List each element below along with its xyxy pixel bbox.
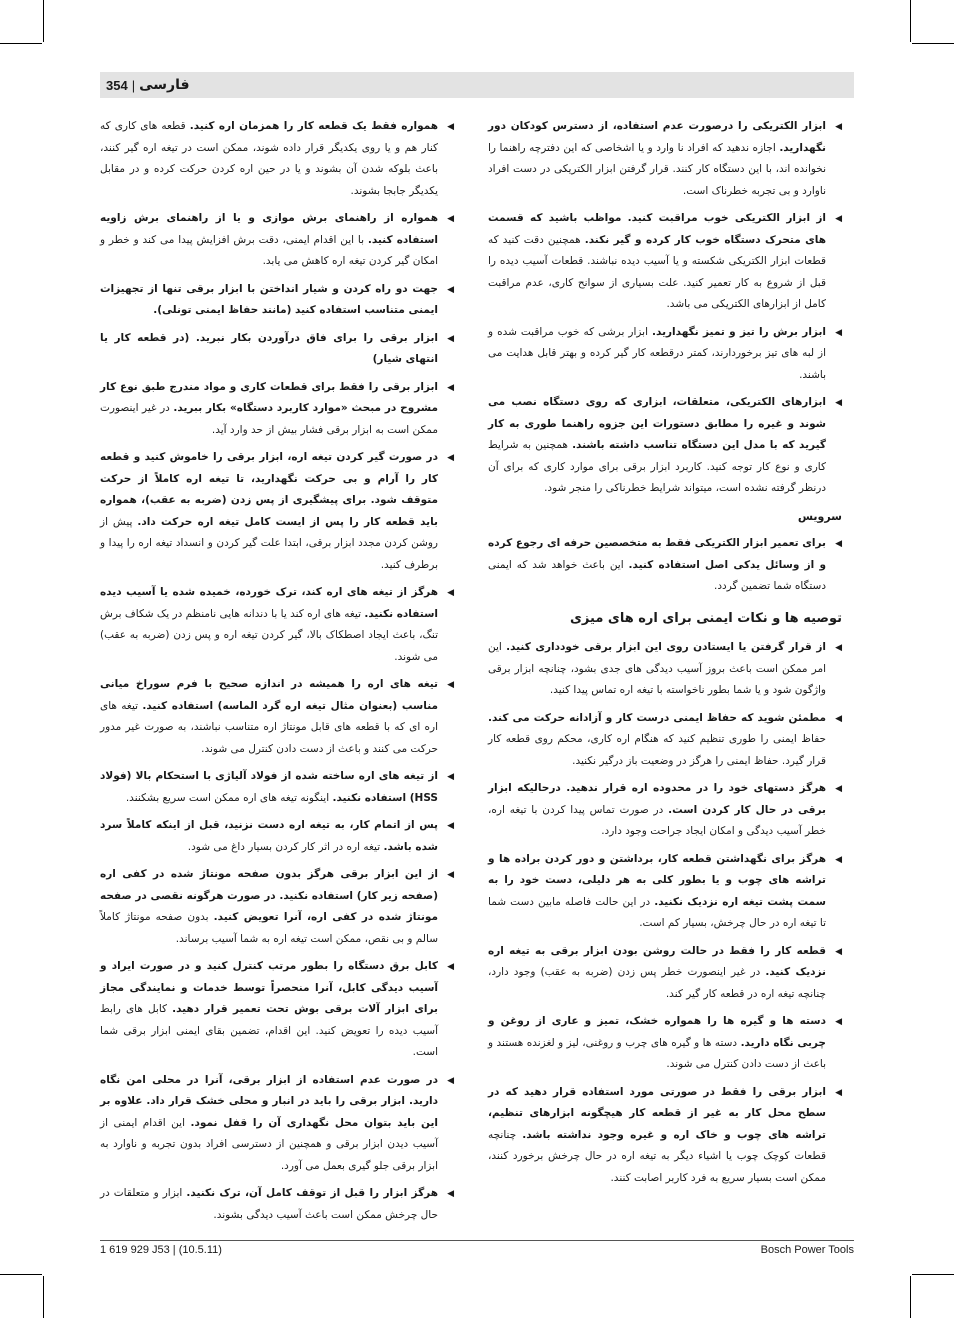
safety-item-bold: مطمئن شوید که حفاظ ایمنی درست کار و آزادانه حرکت می کند. [488, 711, 826, 724]
language-label: فارسی [139, 77, 190, 93]
safety-item-text: اینگونه تیغه های اره ممکن است سریع بشکنند. [125, 791, 333, 804]
crop-mark-top-right [910, 0, 911, 42]
page-header [100, 72, 854, 98]
safety-item [100, 116, 454, 202]
bullet-triangle-icon: ◀ [447, 1189, 454, 1199]
safety-item-bold: همواره فقط یک قطعه کار را همزمان اره کنید. [189, 120, 439, 132]
safety-item [488, 637, 842, 702]
safety-item-text: چنانچه قطعات کوچک چوب یا اشیاء دیگر به تیغه اره در حال چرخش برخورد کنند، ممکن است بسیار سریع به فرد کاربر اصابت کنند. [488, 1128, 826, 1184]
bullet-triangle-icon: ◀ [447, 122, 454, 132]
safety-item-bold: از ابزار الکتریکی خوب مراقبت کنید. مواظب باشید که قسمت های متحرک دستگاه خوب کار کرده و گیر نکند. [488, 212, 826, 246]
safety-item [488, 533, 842, 598]
safety-item-bold: دسته ها و گیره ها را همواره خشک، تمیز و عاری از روغن و چربی نگاه دارید. [488, 1015, 826, 1049]
bullet-triangle-icon: ◀ [835, 713, 842, 724]
safety-item-text: با این اقدام ایمنی، دقت برش افزایش پیدا می کند و خطر و امکان گیر کردن تیغه اره کاهش می یابد. [100, 233, 438, 267]
safety-item [100, 1183, 454, 1226]
safety-item-text: تیغه های اره کند یا با دندانه هایی نامنظم در یک شکاف برش تنگ، باعث ایجاد اصطکاک بالا، گیر کردن تیغه اره و پس زدن (ضربه به عقب) می شوند. [100, 607, 438, 663]
safety-item-bold: تیغه های اره را همیشه در اندازه صحیح با فرم سوراخ میانی مناسب (بعنوان مثال تیغه اره گرد الماسه) استفاده کنید. [100, 678, 438, 712]
safety-item [488, 778, 842, 843]
safety-item-text: در صورت تماس پیدا کردن با تیغه اره، خطر آسیب دیدگی و امکان ایجاد جراحت وجود دارد. [488, 803, 826, 837]
safety-item-bold: جهت دو راه کردن و شیار انداختن با ابزار برقی تنها از تجهیزات ایمنی متناسب استفاده کنید (مانند حفاظ ایمنی تونلی). [100, 282, 438, 316]
safety-item-text: تیغه اره در اثر کار کردن بسیار داغ می شود. [187, 840, 384, 853]
brand-name: Bosch Power Tools [760, 1244, 854, 1256]
page-number: 354 [106, 77, 128, 93]
safety-item [100, 208, 454, 273]
safety-item-text: دسته ها و گیره های چرب و روغنی، لیز و لغزنده هستند و باعث از دست دادن کنترل می شوند. [488, 1036, 826, 1070]
safety-item [488, 849, 842, 935]
bullet-triangle-icon: ◀ [447, 680, 454, 690]
safety-item [488, 1011, 842, 1076]
crop-mark-top-left [43, 0, 44, 42]
bullet-triangle-icon: ◀ [835, 539, 842, 549]
safety-item-bold: قطعه کار را فقط در حالت روشن بودن ابزار برقی به تیغه اره نزدیک کنید. [488, 944, 826, 978]
section-title-table-saw: توصیه ها و نکات ایمنی برای اره های میزی [570, 610, 842, 626]
safety-item-text: ابزار و متعلقات در حال چرخش ممکن است باعث آسیب دیدگی بشوند. [100, 1187, 438, 1221]
safety-item-bold: برای تعمیر ابزار الکتریکی فقط به متخصصین حرفه ای رجوع کرده و از وسائل یدکی اصل استفاده کنید. [488, 537, 826, 571]
safety-item-text: کابل های رابط آسیب دیده را تعویض کنید. این اقدام، تضمین بقای ایمنی ابزار برقی شما است. [100, 1003, 438, 1058]
page-footer [100, 1240, 854, 1256]
safety-item-text: تیغه های اره ای که با قطعه های قابل مونتاژ اره متناسب نباشند، به صورت غیر مدور حرکت می کنند و باعث از دست دادن کنترل می شوند. [100, 699, 438, 755]
safety-item-bold: از قرار گرفتن یا ایستادن روی این ابزار برقی خودداری کنید. [506, 641, 827, 653]
bullet-triangle-icon: ◀ [447, 870, 454, 880]
bullet-triangle-icon: ◀ [835, 643, 842, 653]
bullet-triangle-icon: ◀ [447, 214, 454, 224]
crop-mark-bottom-left-h [0, 1274, 42, 1275]
right-items-general [488, 116, 842, 500]
safety-item-bold: ابزار الکتریکی را درصورت عدم استفاده، از دسترس کودکان دور نگهدارید. [488, 120, 826, 154]
page-indicator [100, 77, 190, 93]
safety-item-text: حفاظ ایمنی را طوری تنظیم کنید که هنگام اره کاری، محکم روی قطعه کار قرار گیرد. حفاظ ایمنی را هرگز در وضعیت باز درگیر نکنید. [488, 733, 826, 767]
bullet-triangle-icon: ◀ [447, 962, 454, 972]
safety-item-bold: همواره از راهنمای برش موازی و یا از راهنمای برش زاویه استفاده کنید. [100, 212, 438, 246]
safety-item-bold: ابزار برقی را برای فاق درآوردن بکار نبرید. (در قطعه کار یا انتهای شیار) [100, 331, 438, 365]
safety-item [488, 1082, 842, 1190]
bullet-triangle-icon: ◀ [835, 854, 842, 865]
safety-item-bold: هرگز ابزار را قبل از توقف کامل آن، ترک نکنید. [186, 1187, 438, 1199]
section-title-service: سرویس [797, 509, 842, 523]
safety-item-bold: از این ابزار برقی هرگز بدون صفحه مونتاژ شده در کفی اره (صفحه زیر کار) استفاده نکنید. در صورت هرگونه نقصی در صفحه مونتاژ شده در کفی اره، آنرا تعویض کنید. [100, 868, 439, 923]
crop-mark-bottom-right [910, 1276, 911, 1318]
bullet-triangle-icon: ◀ [835, 327, 842, 338]
safety-item [488, 322, 842, 387]
bullet-triangle-icon: ◀ [447, 772, 454, 782]
safety-item [100, 766, 454, 809]
safety-item-text: همچنین به شرایط کاری و نوع کار توجه کنید. کاربرد ابزار برقی برای موارد کاری که برای آن درنظر گرفته نشده است، میتواند شرایط خطرناکی را منجر شود. [488, 439, 826, 494]
bullet-triangle-icon: ◀ [447, 382, 454, 393]
header-separator: | [131, 77, 136, 93]
bullet-triangle-icon: ◀ [835, 1087, 842, 1098]
bullet-triangle-icon: ◀ [835, 946, 842, 957]
safety-item-bold: در صورت گیر کردن تیغه اره، ابزار برقی را خاموش کنید و قطعه کار را آرام و بی حرکت نگهدارید، تا تیغه اره کاملاً از حرکت متوقف شود. برای پیشگیری از پس زدن (ضربه به عقب)، همواره باید قطعه کار را پس از ایست کامل تیغه اره حرکت داد. [100, 451, 439, 528]
bullet-triangle-icon: ◀ [447, 588, 454, 598]
bullet-triangle-icon: ◀ [447, 453, 454, 463]
safety-item-text: بدون صفحه مونتاژ کاملاً سالم و بی نقص، ممکن است تیغه اره به شما آسیب برساند. [100, 911, 438, 945]
safety-item-bold: هرگز دستهای خود را در محدوده اره قرار ندهید. درحالیکه ابزار برقی در حال کار کردن است. [488, 782, 826, 816]
safety-item-text: این اقدام ایمنی از آسیب دیدن ابزار برقی و همچنین از دسترسی افراد بدون تجربه و ناوارد به ابزار برقی جلو گیری بعمل می آورد. [100, 1116, 438, 1172]
bullet-triangle-icon: ◀ [835, 122, 842, 132]
safety-item [488, 116, 842, 202]
safety-item-bold: هرگز از تیغه های اره کند، ترک خورده، خمیده شده یا آسیب دیده استفاده نکنید. [100, 586, 438, 620]
safety-item-bold: ابزار برش را تیز و تمیز نگهدارید. [652, 325, 826, 338]
safety-item-bold: کابل برق دستگاه را بطور مرتب کنترل کنید و در صورت ایراد و آسیب دیدگی کابل، آنرا منحصراً توسط خدمات و نمایندگی مجاز برای ابزار آلات برقی بوش تحت تعمیر قرار دهید. [100, 960, 439, 1015]
safety-item [100, 864, 454, 950]
document-code: 1 619 929 J53 | (10.5.11) [100, 1244, 222, 1256]
safety-item [100, 582, 454, 668]
left-items [100, 116, 454, 1226]
bullet-triangle-icon: ◀ [447, 821, 454, 831]
safety-item-text: در غیر اینصورت ممکن است به ابزار برقی فشار بیش از حد وارد آید. [100, 402, 438, 436]
bullet-triangle-icon: ◀ [835, 784, 842, 794]
safety-item-text: اجازه ندهید که افراد نا وارد و یا اشخاصی که این دفترچه راهنما را نخوانده اند، با این دستگاه کار کنند. قرار گرفتن ابزار الکتریکی در دست افراد ناوارد و بی تجربه خطرناک است. [488, 141, 826, 197]
safety-item-bold: ابزار برقی را فقط در صورتی مورد استفاده قرار دهید که در سطح محل کار به غیر از قطعه کار هیچگونه ابزارهای تنظیم، تراشه های چوب و خاک اره و غیره وجود نداشته باشد. [488, 1085, 826, 1141]
bullet-triangle-icon: ◀ [447, 1075, 454, 1086]
right-items-service [488, 533, 842, 598]
safety-item [100, 674, 454, 760]
safety-item-bold: پس از اتمام کار، به تیغه اره دست نزنید، قبل از اینکه کاملاً سرد شده باشد. [100, 819, 438, 853]
safety-item-bold: از تیغه های اره ساخته شده از فولاد آلیاژی با استحکام بالا (فولاد HSS) استفاده نکنید. [100, 770, 438, 804]
safety-item [488, 392, 842, 500]
safety-item [488, 941, 842, 1006]
safety-item-text: این امر ممکن است باعث بروز آسیب دیدگی های جدی بشود، چنانچه ابزار برقی واژگون شود و یا شما بطور ناخواسته با تیغه اره تماس پیدا کنید. [488, 641, 826, 696]
safety-item [100, 1070, 454, 1178]
safety-item-bold: ابزارهای الکتریکی، متعلقات، ابزاری که روی دستگاه نصب می شوند و غیره را مطابق دستورات این جزوه راهنما طوری به کار گیرید که با مدل این دستگاه تناسب داشته باشند. [488, 396, 826, 451]
safety-item-text: در غیر اینصورت خطر پس زدن (ضربه به عقب) وجود دارد، چنانچه تیغه اره در قطعه کار گیر کند. [488, 966, 826, 1000]
safety-item [100, 956, 454, 1064]
left-column [100, 116, 454, 1232]
bullet-triangle-icon: ◀ [447, 333, 454, 344]
safety-item [100, 328, 454, 371]
safety-item-text: ابزار برشی که خوب مراقبت شده و از لبه های تیز برخوردارند، کمتر درقطعه کار گیر کرده و بهتر قابل هدایت می باشند. [488, 325, 826, 381]
right-items-table-saw [488, 637, 842, 1189]
safety-item [100, 279, 454, 322]
safety-item-bold: ابزار برقی را فقط برای قطعات کاری و مواد مندرج طبق نوع کار مشروح در مبحث «موارد کاربرد دستگاه» بکار ببرید. [100, 380, 438, 414]
bullet-triangle-icon: ◀ [447, 284, 454, 295]
safety-item [100, 815, 454, 858]
safety-item-bold: هرگز برای نگهداشتن قطعه کار، برداشتن و دور کردن براده ها و تراشه های چوب و یا بطور کلی به هر دلیلی، دست خود را به سمت پشت تیغه اره نزدیک نکنید. [488, 852, 826, 908]
bullet-triangle-icon: ◀ [835, 1017, 842, 1027]
safety-item-text: همچنین دقت کنید که قطعات ابزار الکتریکی شکسته و یا آسیب دیده نباشند. قطعات آسیب دیده را قبل از شروع به کار تعمیر کنید. علت بسیاری از سوانح کاری، عدم مراقبت کامل از ابزارهای الکتریکی می باشد. [488, 233, 826, 310]
safety-item [488, 208, 842, 316]
safety-item-text: پیش از روشن کردن مجدد ابزار برقی، ابتدا علت گیر کردن و انسداد تیغه اره را پیدا و برطرف کنید. [100, 515, 438, 571]
safety-item [100, 447, 454, 576]
safety-item [488, 708, 842, 773]
crop-mark-top-left-h [0, 43, 42, 44]
safety-item [100, 377, 454, 442]
crop-mark-bottom-left [43, 1276, 44, 1318]
bullet-triangle-icon: ◀ [835, 398, 842, 408]
crop-mark-top-right-h [912, 43, 954, 44]
safety-item-text: قطعه های کاری که کنار هم و یا روی یکدیگر قرار داده شوند، ممکن است در تیغه اره گیر کنند، باعث بلوکه شدن آن بشوند و یا در حین اره کردن حرکت کرده و در مقابل یکدیگر جابجا بشوند. [100, 120, 438, 197]
safety-item-bold: در صورت عدم استفاده از ابزار برقی، آنرا در محلی امن نگاه دارید. ابزار برقی را باید در انبار و محلی خشک قرار داد. علاوه بر این باید بتوان محل نگهداری آن را قفل نمود. [100, 1073, 438, 1129]
safety-item-text: در این حالت فاصله مابین دست شما تا تیغه اره در حال چرخش، بسیار کم است. [488, 895, 826, 929]
right-column [488, 116, 842, 1195]
crop-mark-bottom-right-h [912, 1274, 954, 1275]
bullet-triangle-icon: ◀ [835, 214, 842, 224]
safety-item-text: این باعث خواهد شد که ایمنی دستگاه شما تضمین گردد. [488, 558, 826, 592]
